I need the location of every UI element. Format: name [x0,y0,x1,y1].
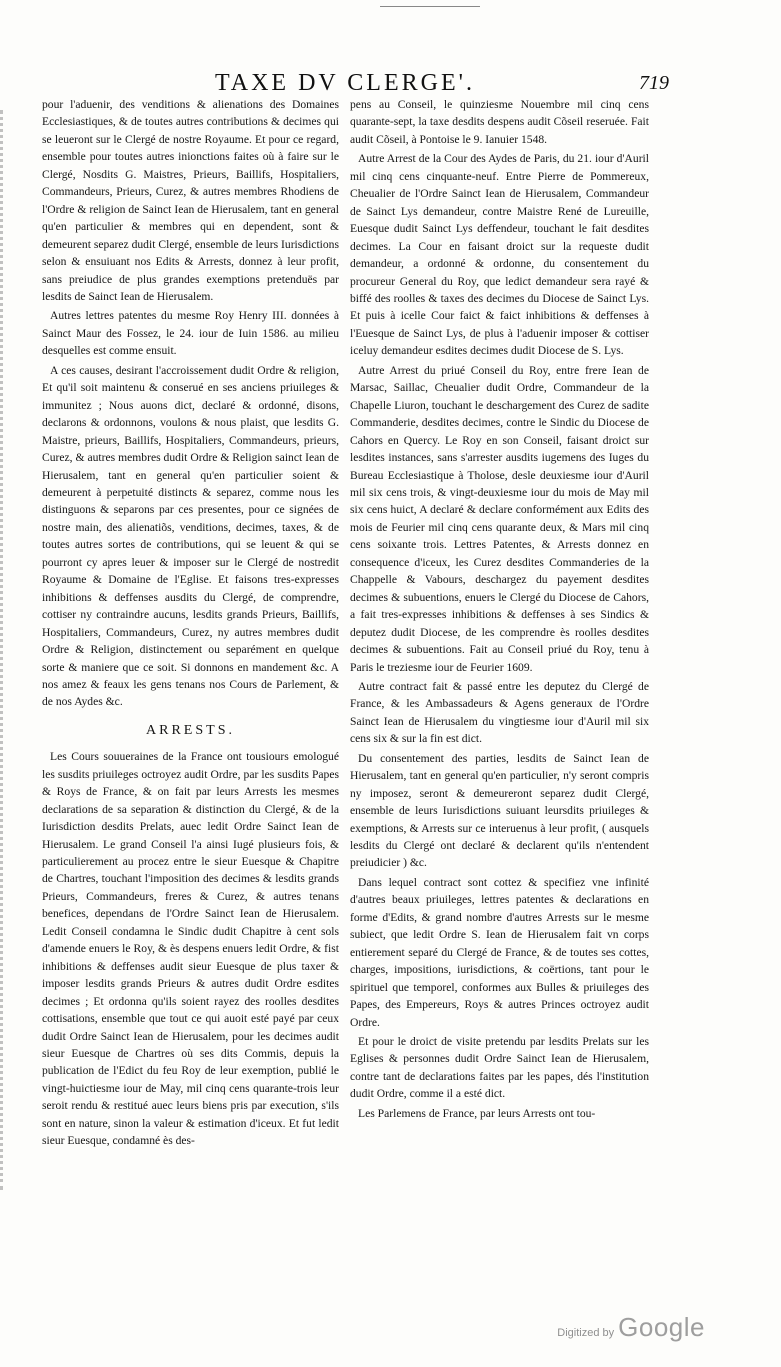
paragraph: Autre Arrest du priué Conseil du Roy, entre frere Iean de Marsac, Saillac, Cheualier dudit Ordre, Commandeur de la Chapelle Liuron, touchant le deschargement des Curez de sadite Commanderie, desdites decimes, contre le Sindic du Diocese de Cahors en Quercy. Le Roy en son Conseil, faisant droict sur lesdites instances, sans s'arrester ausdits iugemens des Iuges du Bureau Ecclesiastique à Tholose, desle deuxiesme iour d'Auril mil six cens trois, & vingt-deuxiesme iour du mois de May mil six cens huict, A declaré & declare conformément aux Edits des mois de Feurier mil cinq cens quarante deux, & Mars mil cinq cens soixante trois. Lettres Patentes, & Arrests donnez en consequence d'iceux, les Curez desdites Commanderies de la Chappelle & Vabours, deschargez du payement desdites decimes & subuentions, enuers le Clergé du Diocese de Cahors, a fait tres-expresses inhibitions & deffenses à ses Sindics & deputez dudit Diocese, de les comprendre ès roolles desdites decimes & subuentions. Fait au Conseil priué du Roy, tenu à Paris le treziesme iour de Feurier 1609. [350,363,649,674]
gutter-shadow [0,110,11,1190]
paragraph: Dans lequel contract sont cottez & specifiez vne infinité d'autres beaux priuileges, lettres patentes & declarations en forme d'Edits, & grand nombre d'autres Arrests sur le mesme subiect, que ledit Ordre S. Iean de Hierusalem fait vn corps entierement separé du Clergé de France, & de toutes ses cottes, charges, impositions, iurisdictions, & coërtions, tant pour le spirituel que temporel, conformes aux Bulles & priuileges des Papes, des Empereurs, Roys & autres Princes octroyez audit Ordre. [350,875,649,1029]
digitized-label: Digitized by [557,1327,615,1339]
paragraph: Du consentement des parties, lesdits de Sainct Iean de Hierusalem, tant en general qu'en particulier, n'y seront compris ny imposez, seront & demeureront separez dudit Clergé, ensemble de leurs Iurisdictions suiuant leursdits priuileges & exemptions, & Arrests sur ce interuenus à leur profit, ( ausquels lesdits du Clergé ont declaré & declarent qu'ils n'entendent preiudicier ) &c. [350,751,649,870]
running-title: TAXE DV CLERGE'. [215,70,475,96]
paragraph: Et pour le droict de visite pretendu par lesdits Prelats sur les Eglises & personnes dudit Ordre Sainct Iean de Hierusalem, contre tant de declarations faites par les papes, dés l'institution dudit Ordre, comme il a esté dict. [350,1035,649,1101]
paragraph: Autres lettres patentes du mesme Roy Henry III. données à Sainct Maur des Fossez, le 24. iour de Iuin 1586. au milieu desquelles est comme ensuit. [42,309,339,358]
paragraph: Les Cours souueraines de la France ont tousiours emologué les susdits priuileges octroyez audit Ordre, par les susdits Papes & Roys de France, & on fait par leurs Arrests les mesmes declarations de sa separation & distinction du Clergé, & de la Iurisdiction desdits Prelats, auec ledit Ordre Sainct Iean de Hierusalem. Le grand Conseil l'a ainsi Iugé plusieurs fois, & particulierement au procez entre le sieur Euesque & Chapitre de Chartres, touchant l'imposition des decimes & lesdits grands Prieurs, Commandeurs, freres & Curez, & autres tenans benefices, dependans de l'Ordre Sainct Iean de Hierusalem. Ledit Conseil condamna le Sindic dudit Chapitre à cent sols d'amende enuers le Roy, & ès despens enuers ledit Ordre, & fist inhibitions & deffenses audit sieur Euesque de plus taxer & imposer lesdits grands Prieurs & autres dudit Ordre esdites decimes ; Et ordonna qu'ils soient rayez des roolles desdites cottisations, ensemble que tout ce qui auoit esté payé par ceux dudit Ordre Sainct Iean de Hierusalem, pour les decimes audit sieur Euesque de Chartres où ses dits Commis, depuis la publication de l'Edict du feu Roy de leur exemption, publié le vingt-huictiesme iour de May, mil cinq cens quarante-trois leur seroit rendu & restitué auec leurs biens pris par execution, s'ils sont en nature, sinon la valeur & estimation d'iceux. Et fut ledit sieur Euesque, condamné ès des- [42,750,339,1148]
paragraph: pens au Conseil, le quinziesme Nouembre mil cinq cens quarante-sept, la taxe desdits despens audit Cõseil reseruée. Fait audit Cõseil, à Pontoise le 9. Ianuier 1548. [350,98,649,146]
top-rule [380,0,480,7]
right-column [350,96,649,1124]
paragraph: Autre contract fait & passé entre les deputez du Clergé de France, & les Ambassadeurs & Agens generaux de l'Ordre Sainct Iean de Hierusalem du vingtiesme iour d'Auril mil six cens six & sur la fin est dict. [350,679,649,746]
paragraph: Les Parlemens de France, par leurs Arrests ont tou- [358,1106,596,1120]
paragraph: A ces causes, desirant l'accroissement dudit Ordre & religion, Et qu'il soit maintenu & conserué en ses anciens priuileges & immunitez ; Nous auons dict, declaré & ordonné, disons, declarons & ordonnons, voulons & nous plaist, que lesdits G. Maistre, prieurs, Baillifs, Hospitaliers, Commandeurs, prieurs, Curez, & autres membres dudit Ordre & Religion sainct Iean de Hierusalem, tant en general qu'en particulier soient & demeurent à perpetuité distincts & separez, comme nous les distinguons & separons par ces presentes, pour ce signées de nostre main, des alienatiõs, venditions, decimes, taxes, & de toutes autres sortes de contributions, qui se leuent & qui se pourront cy apres leuer & imposer sur le Clergé de nostredit Royaume & Domaine de l'Eglise. Et faisons tres-expresses inhibitions & deffenses ausdits du Clergé, de comprendre, cottiser ny contraindre aucuns, lesdits grands Prieurs, Baillifs, Hospitaliers, Commandeurs, Curez, ny autres membres dudit Ordre & Religion, distinctement ou separément en quelque sorte & maniere que ce soit. Si donnons en mandement &c. A nos amez & feaux les gens tenans nos Cours de Parlement, & de nos Aydes &c. [42,363,339,709]
section-heading: ARRESTS. [146,722,235,738]
paragraph: pour l'aduenir, des venditions & alienations des Domaines Ecclesiastiques, & de toutes autres contributions & decimes qui se leueront sur le Clergé de nostre Royaume. Et pour ce regard, ensemble pour toutes autres inionctions faites où à faire sur le Clergé, Nosdits G. Maistres, Prieurs, Baillifs, Hospitaliers, Commandeurs, Prieurs, Curez, & autres membres Rhodiens de l'Ordre & religion de Sainct Iean de Hierusalem, tant en general qu'en particulier & membres qui en dependent, sont & demeurent separez dudit Clergé, ensemble de leurs Iurisdictions selon & ensuiuant nos Edits & Arrests, donnez à leur profit, sans preiudice de plus grandes exemptions pretenduës par lesdits de Sainct Iean de Hierusalem. [42,98,339,303]
left-column [42,96,339,1152]
paragraph: Autre Arrest de la Cour des Aydes de Paris, du 21. iour d'Auril mil cinq cens cinquante-neuf. Entre Pierre de Pommereux, Cheualier de l'Ordre Sainct Iean de Hierusalem, Commandeur de Sainct Lys demandeur, contre Maistre René de Lureuille, Euesque dudit Sainct Lys deffendeur, touchant le fait desdites decimes. La Cour en faisant droict sur la requeste dudit demandeur, a ordonné & ordonne, du consentement du procureur General du Roy, que ledict demandeur sera rayé & biffé des roolles & taxes des decimes du Diocese de Sainct Lys. Et puis à icelle Cour faict & faict inhibitions & deffenses à l'Euesque de Sainct Lys, de plus à l'aduenir imposer & cottiser iceluy demandeur esdites decimes dudit Diocese de S. Lys. [350,152,649,358]
google-logo: Google [618,1312,705,1342]
digitized-watermark [557,1312,705,1343]
column-divider [344,98,345,1258]
page-number: 719 [639,72,669,94]
